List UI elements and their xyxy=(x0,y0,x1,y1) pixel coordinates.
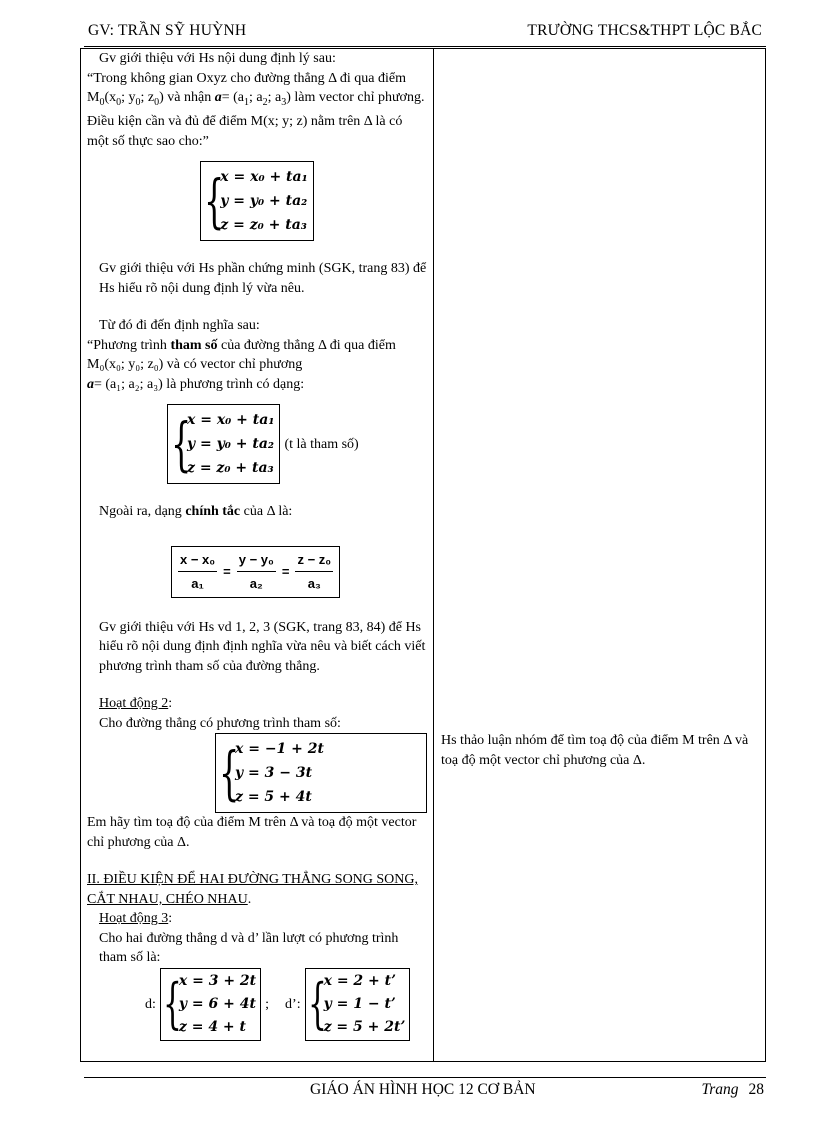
proof-intro: Gv giới thiệu với Hs phần chứng minh (SGK, trang 83) để Hs hiểu rõ nội dung định lý vừa nêu. xyxy=(99,261,427,296)
theorem-statement: “Trong không gian Oxyz cho đường thẳng Δ đi qua điểm $M_0(x_0$; $y_0$; $z_0$) và nhận $a= (a_1$; $a_2$; $a_3$) làm vector chỉ phương. Điều kiện cần và đủ để điểm M(x; y; z) nằm trên Δ là có một số thực sao cho:” xyxy=(87,70,425,149)
footer-title: GIÁO ÁN HÌNH HỌC 12 CƠ BẢN xyxy=(310,1081,536,1098)
equation-line: z = z₀ + ta₃ xyxy=(220,217,307,234)
equation-system-d-prime xyxy=(305,968,411,1041)
equation-line: y = 6 + 4t xyxy=(178,995,256,1012)
activity-2-question: Em hãy tìm toạ độ của điểm M trên Δ và toạ độ một vector chỉ phương của Δ. xyxy=(87,815,417,850)
header-school: TRƯỜNG THCS&THPT LỘC BẮC xyxy=(527,22,762,39)
equation-system-2 xyxy=(167,404,280,484)
equation-system-3 xyxy=(215,733,427,813)
activity-3-text: Cho hai đường thẳng d và d’ lần lượt có phương trình tham số là: xyxy=(99,930,399,966)
vector-a-symbol: a xyxy=(87,376,94,392)
left-brace: { xyxy=(162,972,182,1036)
activity-2-text: Cho đường thẳng có phương trình tham số: xyxy=(99,715,341,731)
equation-line: y = y₀ + ta₂ xyxy=(187,436,275,453)
canonical-intro: Ngoài ra, dạng chính tắc của Δ là: xyxy=(99,504,293,520)
left-brace: { xyxy=(307,972,327,1036)
footer-rule xyxy=(84,1077,766,1078)
vector-a-symbol: a xyxy=(214,90,222,105)
line-d-label: d: xyxy=(145,996,156,1012)
page-number: 28 xyxy=(748,1081,764,1098)
fraction-z: $\frac{\text{z − z₀}}{\text{a₃}}$ xyxy=(297,551,332,592)
equation-system-d xyxy=(160,968,261,1041)
header-rule xyxy=(84,46,766,47)
definition-statement: “Phương trình tham số của đường thẳng Δ đi qua điểm M₀(x₀; y₀; z₀) và có vector chỉ phương a= (a₁; a₂; a₃) là phương trình có dạng: xyxy=(87,337,396,392)
lesson-table xyxy=(80,48,766,1062)
equation-line: z = 4 + t xyxy=(178,1018,247,1035)
canonical-row xyxy=(87,546,427,598)
header-teacher: GV: TRẦN SỸ HUỲNH xyxy=(88,22,247,39)
activity-2-title: Hoạt động 2: xyxy=(99,696,173,712)
examples-intro: Gv giới thiệu với Hs vd 1, 2, 3 (SGK, trang 83, 84) để Hs hiểu rõ nội dung định định nghĩa vừa nêu và biết cách viết phương trình tham số của đường thẳng. xyxy=(99,619,426,674)
column-divider xyxy=(433,49,434,1061)
equation-line: x = x₀ + ta₁ xyxy=(187,412,275,429)
definition-intro: Từ đó đi đến định nghĩa sau: xyxy=(99,318,260,334)
equation-line: x = 2 + t’ xyxy=(323,972,396,989)
equation-line: y = 1 − t’ xyxy=(323,995,396,1012)
fraction-x: $\frac{\text{x − x₀}}{\text{a₁}}$ xyxy=(180,551,216,592)
equation-line: x = −1 + 2t xyxy=(235,741,324,758)
intro-theorem: Gv giới thiệu với Hs nội dung định lý sau: xyxy=(99,51,336,66)
left-brace: { xyxy=(171,410,192,479)
system-3-row xyxy=(87,733,427,813)
section-2-heading: II. ĐIỀU KIỆN ĐỂ HAI ĐƯỜNG THẲNG SONG SONG, CẮT NHAU, CHÉO NHAU. xyxy=(87,872,419,907)
equation-line: z = 5 + 4t xyxy=(235,789,312,806)
left-brace: { xyxy=(219,739,240,808)
line-d-prime-label: d’: xyxy=(285,996,301,1012)
activity-3-title: Hoạt động 3: xyxy=(99,911,173,927)
canonical-equation: $\frac{\text{x − x₀}}{\text{a₁}}$ = $\frac{\text{y − y₀}}{\text{a₂}}$ = $\frac{\text{z − z₀}}{\text{a₃}}$ xyxy=(171,546,340,598)
teacher-activity-column xyxy=(87,49,427,1041)
system-1-row xyxy=(87,161,427,241)
fraction-y: $\frac{\text{y − y₀}}{\text{a₂}}$ xyxy=(238,551,274,592)
equation-line: z = 5 + 2t’ xyxy=(323,1018,406,1035)
equation-system-1 xyxy=(200,161,313,241)
equation-line: z = z₀ + ta₃ xyxy=(187,460,274,477)
activity-3-systems xyxy=(87,968,427,1041)
equation-line: x = x₀ + ta₁ xyxy=(220,169,308,186)
left-brace: { xyxy=(204,167,225,236)
equation-line: x = 3 + 2t xyxy=(178,972,257,989)
footer-page xyxy=(701,1081,764,1099)
equation-line: y = 3 − 3t xyxy=(235,765,313,782)
parameter-note: (t là tham số) xyxy=(284,436,359,452)
separator: ; xyxy=(265,996,270,1012)
student-activity-text: Hs thảo luận nhóm để tìm toạ độ của điểm M trên Δ và toạ độ một vector chỉ phương của Δ. xyxy=(441,733,749,768)
equation-line: y = y₀ + ta₂ xyxy=(220,193,308,210)
system-2-row xyxy=(87,404,427,484)
page-label: Trang xyxy=(701,1081,739,1098)
